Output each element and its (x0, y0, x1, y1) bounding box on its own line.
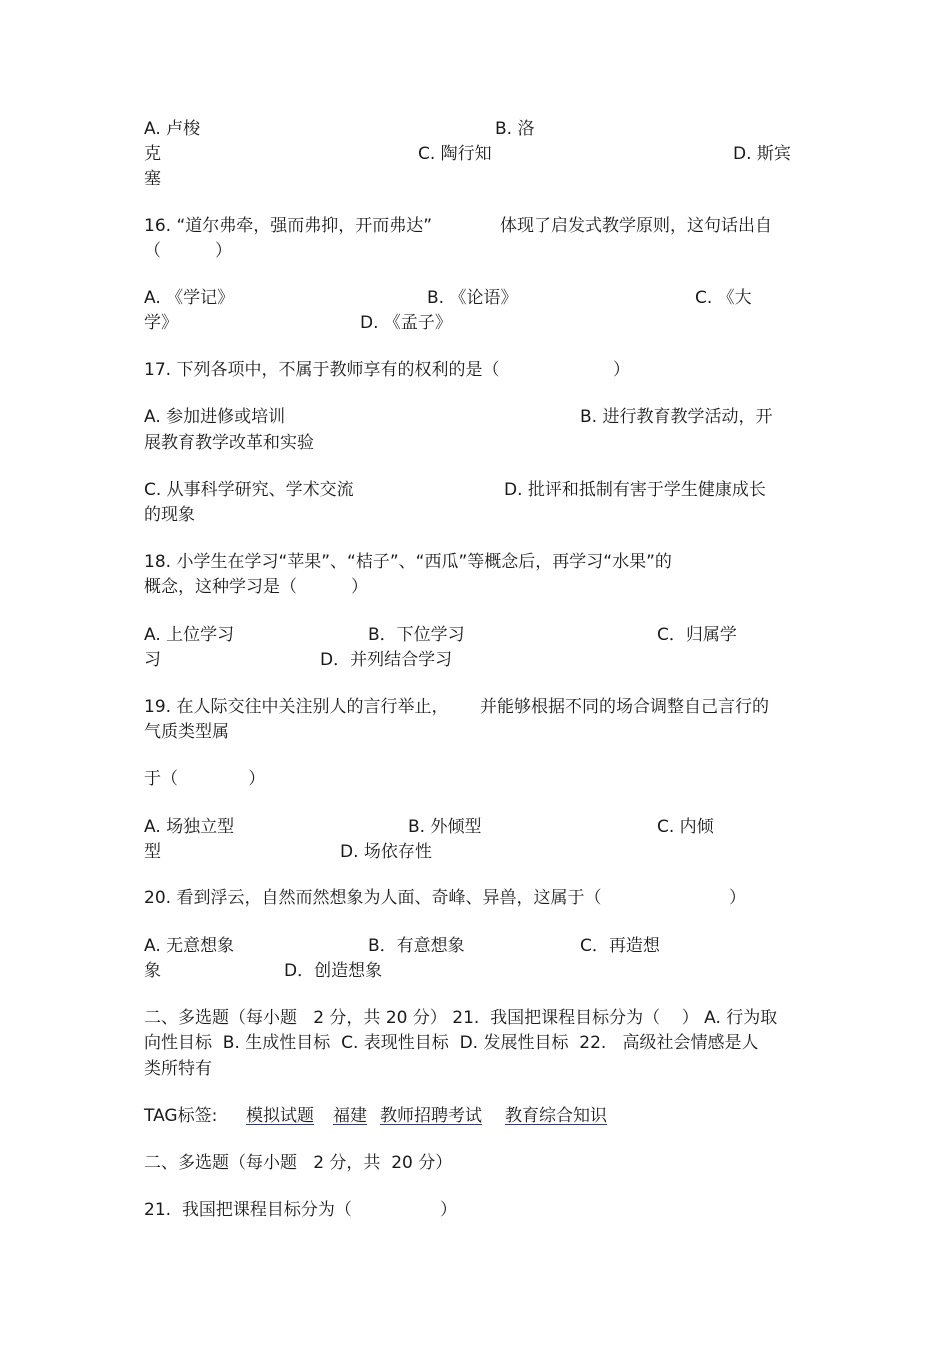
q16-stem-2: 体现了启发式教学原则，这句话出自 (500, 216, 772, 236)
q19-option-c-cont: 型 (144, 842, 161, 862)
q20-option-c-cont: 象 (144, 961, 161, 981)
q19-option-d: D. 场依存性 (340, 842, 432, 862)
summary-line-3: 类所特有 (144, 1059, 212, 1079)
q16-option-b: B. 《论语》 (427, 288, 518, 308)
tag-label: TAG标签: (144, 1106, 218, 1126)
q17-stem: 17. 下列各项中，不属于教师享有的权利的是（ (144, 360, 500, 380)
q18-option-b: B．下位学习 (368, 625, 465, 645)
q20-paren-close: ） (729, 888, 746, 908)
q16-answer-paren: （ ） (144, 241, 233, 261)
q18-option-c: C．归属学 (657, 625, 737, 645)
q16-option-c-cont: 学》 (144, 313, 178, 333)
q19-option-a: A. 场独立型 (144, 817, 235, 837)
q20-option-d: D．创造想象 (284, 961, 383, 981)
q21-stem: 21. 我国把课程目标分为（ (144, 1200, 352, 1220)
q16-option-d: D. 《孟子》 (360, 313, 452, 333)
q18-option-a: A. 上位学习 (144, 625, 235, 645)
q19-option-b: B. 外倾型 (408, 817, 482, 837)
q16-option-a: A. 《学记》 (144, 288, 235, 308)
q17-option-d-cont: 的现象 (144, 505, 195, 525)
q15-option-b-cont: 克 (144, 144, 161, 164)
tag-link-teacher-recruitment[interactable]: 教师招聘考试 (380, 1106, 482, 1126)
q18-option-d: D．并列结合学习 (320, 650, 453, 670)
q19-stem: 19. 在人际交往中关注别人的言行举止， (144, 697, 449, 717)
q17-option-c: C. 从事科学研究、学术交流 (144, 480, 354, 500)
q20-option-c: C．再造想 (580, 936, 660, 956)
q17-option-d: D. 批评和抵制有害于学生健康成长 (504, 480, 766, 500)
summary-line-1: 二、多选题（每小题 2 分，共 20 分） 21. 我国把课程目标分为（ ） A. 行为取 (144, 1008, 778, 1028)
q19-stem-4: 于（ ） (144, 769, 266, 789)
q15-option-d-cont: 塞 (144, 169, 161, 189)
q15-option-a: A. 卢梭 (144, 119, 201, 139)
section-heading: 二、多选题（每小题 2 分，共 20 分） (144, 1153, 453, 1173)
q15-option-c: C. 陶行知 (418, 144, 492, 164)
tag-link-fujian[interactable]: 福建 (333, 1106, 367, 1126)
q18-stem: 18. 小学生在学习“苹果”、“桔子”、“西瓜”等概念后，再学习“水果”的 (144, 552, 672, 572)
q16-option-c: C. 《大 (695, 288, 752, 308)
summary-line-2: 向性目标 B. 生成性目标 C. 表现性目标 D. 发展性目标 22. 高级社会情感是人 (144, 1033, 759, 1053)
tag-link-mock-exam[interactable]: 模拟试题 (246, 1106, 314, 1126)
q20-option-a: A. 无意想象 (144, 936, 235, 956)
q20-stem: 20. 看到浮云，自然而然想象为人面、奇峰、异兽，这属于（ (144, 888, 602, 908)
q15-option-b: B. 洛 (495, 119, 535, 139)
q20-option-b: B．有意想象 (368, 936, 465, 956)
q16-stem: 16. “道尔弗牵，强而弗抑，开而弗达” (144, 216, 433, 236)
q15-option-d: D. 斯宾 (733, 144, 791, 164)
q17-option-b-cont: 展教育教学改革和实验 (144, 433, 314, 453)
q19-stem-3: 气质类型属 (144, 722, 229, 742)
q17-paren-close: ） (613, 360, 630, 380)
tag-link-education-knowledge[interactable]: 教育综合知识 (505, 1106, 607, 1126)
q21-paren-close: ） (440, 1200, 457, 1220)
q17-option-a: A. 参加进修或培训 (144, 407, 286, 427)
q18-stem-2: 概念，这种学习是（ ） (144, 577, 369, 597)
q17-option-b: B. 进行教育教学活动，开 (580, 407, 773, 427)
q18-option-c-cont: 习 (144, 650, 161, 670)
q19-option-c: C. 内倾 (657, 817, 714, 837)
q19-stem-2: 并能够根据不同的场合调整自己言行的 (480, 697, 769, 717)
